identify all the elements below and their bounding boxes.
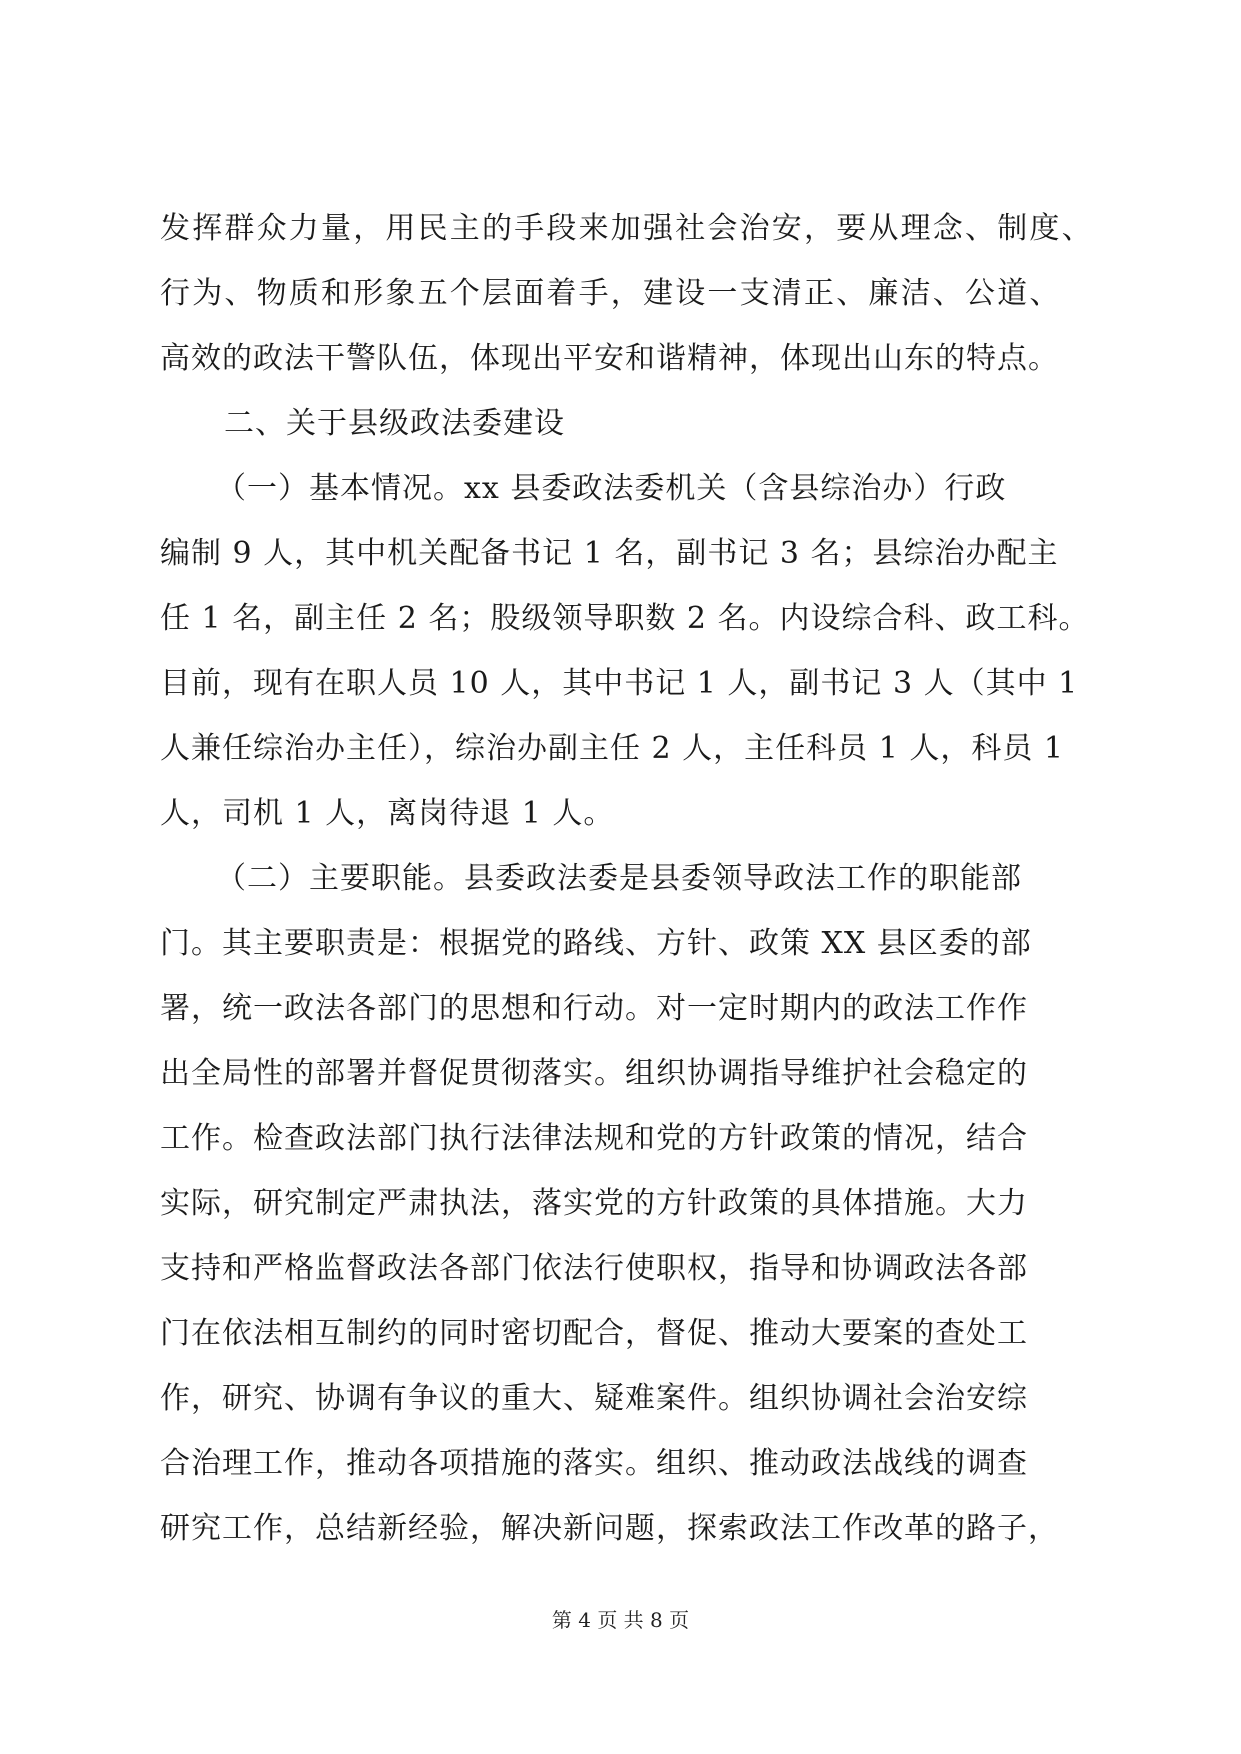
paragraph-line: 目前，现有在职人员 10 人，其中书记 1 人，副书记 3 人（其中 1 [160,666,1079,701]
paragraph-line: 发挥群众力量，用民主的手段来加强社会治安，要从理念、制度、 [160,211,1094,246]
paragraph-line: 工作。检查政法部门执行法律法规和党的方针政策的情况，结合 [160,1121,1028,1156]
paragraph-line: 人，司机 1 人，离岗待退 1 人。 [160,796,615,831]
document-body [160,196,1094,1561]
paragraph-line: 门。其主要职责是：根据党的路线、方针、政策 XX 县区委的部 [160,926,1032,961]
paragraph-line: 实际，研究制定严肃执法，落实党的方针政策的具体措施。大力 [160,1186,1028,1221]
paragraph-line: 高效的政法干警队伍，体现出平安和谐精神，体现出山东的特点。 [160,341,1059,376]
paragraph-line: 任 1 名，副主任 2 名；股级领导职数 2 名。内设综合科、政工科。 [160,601,1090,636]
paragraph-line: 门在依法相互制约的同时密切配合，督促、推动大要案的查处工 [160,1316,1028,1351]
paragraph-line: 署，统一政法各部门的思想和行动。对一定时期内的政法工作作 [160,991,1028,1026]
section-heading: 二、关于县级政法委建设 [224,406,565,441]
paragraph-line: 合治理工作，推动各项措施的落实。组织、推动政法战线的调查 [160,1446,1028,1481]
paragraph-line: 行为、物质和形象五个层面着手，建设一支清正、廉洁、公道、 [160,276,1062,311]
paragraph-line: 研究工作，总结新经验，解决新问题，探索政法工作改革的路子， [160,1511,1059,1546]
page-number-footer: 第 4 页 共 8 页 [551,1608,690,1632]
paragraph-line: （一）基本情况。xx 县委政法委机关（含县综治办）行政 [216,471,1007,506]
paragraph-line: 编制 9 人，其中机关配备书记 1 名，副书记 3 名；县综治办配主 [160,536,1059,571]
paragraph-line: 支持和严格监督政法各部门依法行使职权，指导和协调政法各部 [160,1251,1028,1286]
paragraph-line: 人兼任综治办主任），综治办副主任 2 人，主任科员 1 人，科员 1 [160,731,1064,766]
paragraph-line: 作，研究、协调有争议的重大、疑难案件。组织协调社会治安综 [160,1381,1028,1416]
paragraph-line: 出全局性的部署并督促贯彻落实。组织协调指导维护社会稳定的 [160,1056,1028,1091]
paragraph-line: （二）主要职能。县委政法委是县委领导政法工作的职能部 [216,861,1022,896]
